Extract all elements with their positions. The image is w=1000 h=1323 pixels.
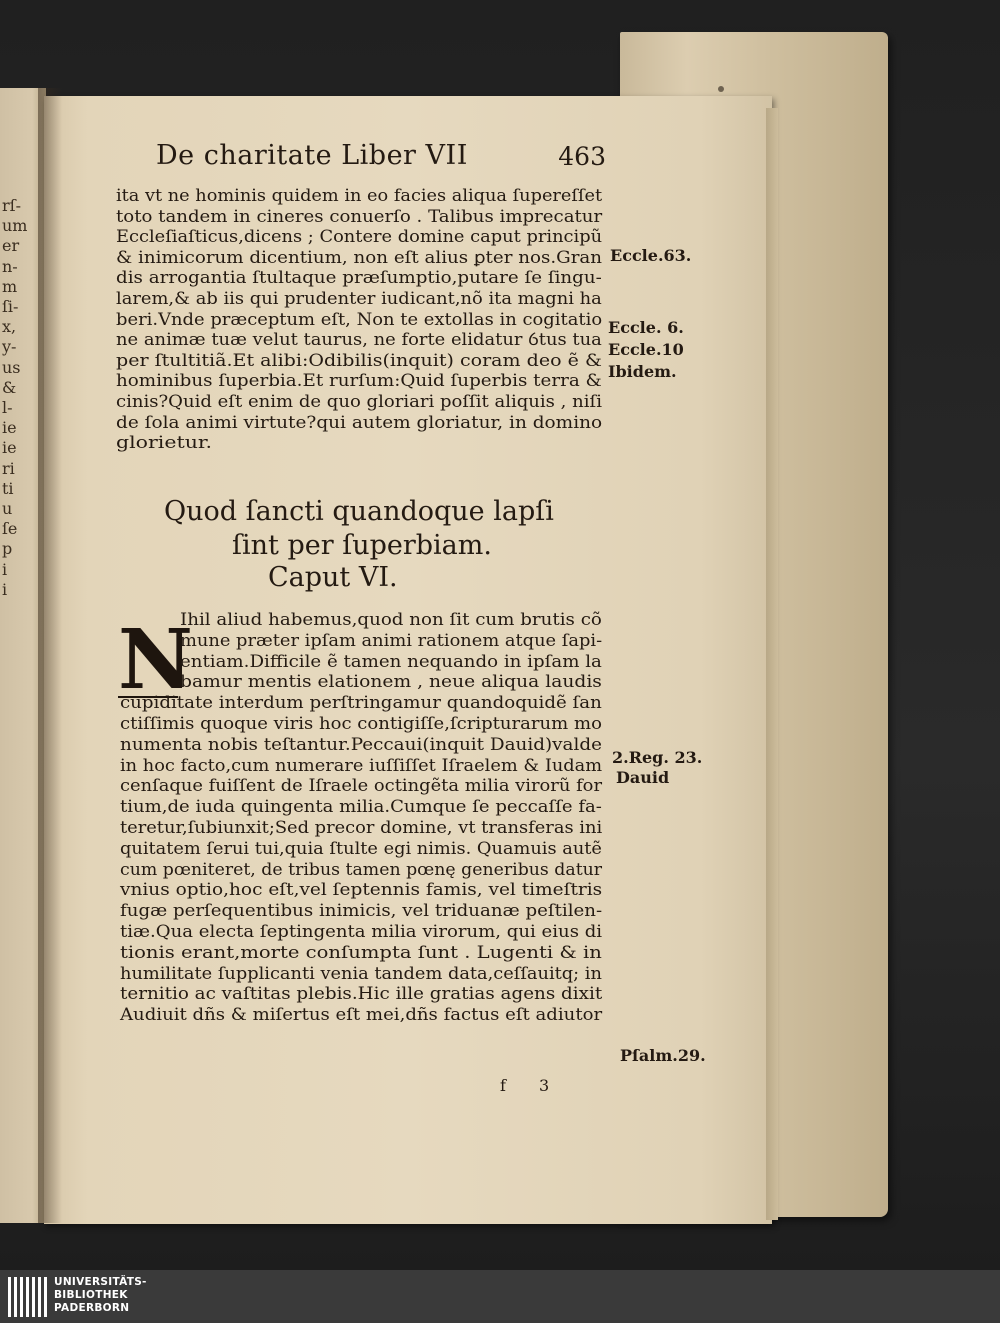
text-line: toto tandem in cineres conuerſo . Talibus imprecatur [116,206,603,226]
text-line: tium,de iuda quingenta milia.Cumque ſe peccaſſe fa- [120,797,602,817]
left-page-fragment: n- [2,256,18,276]
left-page-fragment: x, [2,317,17,337]
text-line: bamur mentis elationem , neue aliqua laudis [180,672,602,692]
text-line: dis arrogantia ſtultaque præſumptio,putare ſe ſingu- [116,268,602,288]
text-line: in hoc facto,cum numerare iuſſiſſet Iſraelem & Iudam [120,755,603,775]
text-line: Ihil aliud habemus,quod non ſit cum brutis cõ [180,610,602,629]
running-head-title: De charitate Liber VII [156,140,468,171]
text-line: tionis erant,morte conſumpta ſunt . Lugenti & in [120,942,602,962]
left-page-fragment: i [2,559,8,579]
marginal-note: Eccle. 6. [608,318,684,337]
marginal-note: Dauid [616,768,670,787]
marginal-note: Eccle.63. [610,246,692,265]
logo-line-3: PADERBORN [54,1302,130,1314]
chapter-heading-line: ſint per ſuperbiam. [232,530,492,561]
text-line: de ſola animi virtute?qui autem gloriatur, in domino [116,412,603,432]
logo-bar [14,1277,17,1317]
text-line: vnius optio,hoc eſt,vel ſeptennis famis, vel timeſtris [120,880,603,900]
page-edge [766,108,778,1220]
left-page-fragment: rſ- [2,196,21,215]
running-head [156,140,606,180]
left-page-fragment: ie [2,438,17,458]
left-page-fragment: l- [2,398,13,417]
chapter-heading-line: Caput VI. [268,562,398,593]
text-line: Eccleſiaſticus,dicens ; Contere domine caput principũ [116,227,603,247]
text-line: mune præter ipſam animi rationem atque ſapi- [180,630,603,650]
left-page-fragment: y- [2,337,17,357]
text-line: beri.Vnde præceptum eſt, Non te extollas in cogitatio [116,309,603,329]
drop-cap-initial: N [118,612,193,708]
text-line: Audiuit dñs & miſertus eſt mei,dñs factus eſt adiutor [120,1005,603,1025]
left-page-fragment: ri [2,458,15,478]
text-line: fugæ perſequentibus inimicis, vel triduanæ peſtilen- [120,901,603,921]
left-page-fragment: ti [2,478,14,498]
gutter-shadow [38,88,62,1223]
text-line: tiæ.Qua electa ſeptingenta milia virorum, qui eius di [120,922,603,941]
left-page-fragment: & [2,377,17,397]
logo-bar [26,1277,29,1317]
left-page-fragment: ſe [2,519,18,539]
text-line: cum pœniteret, de tribus tamen pœnę generibus datur [120,859,603,879]
page-number: 463 [558,142,606,171]
text-line: per ſtultitiã.Et alibi:Odibilis(inquit) coram deo ẽ & [116,350,602,370]
text-line: hominibus ſuperbia.Et rurſum:Quid ſuperbis terra & [116,371,602,391]
left-page-fragment: er [2,236,20,256]
text-line: cenſaque fuiſſent de Iſraele octingẽta milia virorũ for [120,776,603,796]
logo-bar [44,1277,47,1317]
text-line: cinis?Quid eſt enim de quo gloriari poſſit aliquis , niſi [116,392,602,411]
left-page-fragment: p [2,539,13,559]
text-line: numenta nobis teſtantur.Peccaui(inquit Dauid)valde [120,734,602,754]
chapter-heading-line: Quod ſancti quandoque lapſi [164,496,554,527]
footer-bar [0,1270,1000,1323]
left-page-fragment: ſi- [2,297,19,316]
logo-line-2: BIBLIOTHEK [54,1289,128,1301]
text-line: humilitate ſupplicanti venia tandem data,ceſſauitq; in [120,963,602,983]
logo-bar [38,1277,41,1317]
marginal-note: Ibidem. [608,362,677,381]
text-line: teretur,ſubiunxit;Sed precor domine, vt transferas ini [120,818,603,837]
text-line: ita vt ne hominis quidem in eo facies aliqua ſupereſſet [116,186,603,205]
text-line: larem,& ab iis qui prudenter iudicant,nõ ita magni ha [116,289,602,308]
marginal-note: Pſalm.29. [620,1046,706,1065]
left-page-fragment: u [2,499,13,518]
logo-line-1: UNIVERSITÄTS- [54,1276,147,1288]
left-page-fragment: ie [2,418,17,438]
text-line: cupiditate interdum perſtringamur quandoquidẽ ſan [120,693,602,713]
left-page-fragment: m [2,276,18,296]
text-line: ternitio ac vaſtitas plebis.Hic ille gratias agens dixit [120,984,603,1004]
left-page-fragment: um [2,216,28,236]
logo-bar [32,1277,35,1317]
marginal-note: 2.Reg. 23. [612,748,703,767]
logo-bar [20,1277,23,1317]
marginal-note: Eccle.10 [608,340,684,359]
text-line: entiam.Difficile ẽ tamen nequando in ipſam la [180,651,602,671]
left-page-fragment: us [2,357,21,377]
library-logo-text [54,1276,147,1315]
signature-mark: f 3 [500,1076,564,1095]
logo-bar [8,1277,11,1317]
text-line: & inimicorum dicentium, non eſt alius ꝑter nos.Gran [116,247,603,267]
library-logo-icon [8,1277,48,1317]
text-line: quitatem ſerui tui,quia ſtulte egi nimis. Quamuis autẽ [120,838,602,858]
text-line: glorietur. [116,433,212,453]
text-line: ne animæ tuæ velut taurus, ne forte elidatur ỽtus tua [116,330,602,350]
cover-mark [718,86,724,92]
text-line: ctiſſimis quoque viris hoc contigiſſe,ſcripturarum mo [120,714,602,733]
left-page-fragment: i [2,579,8,599]
